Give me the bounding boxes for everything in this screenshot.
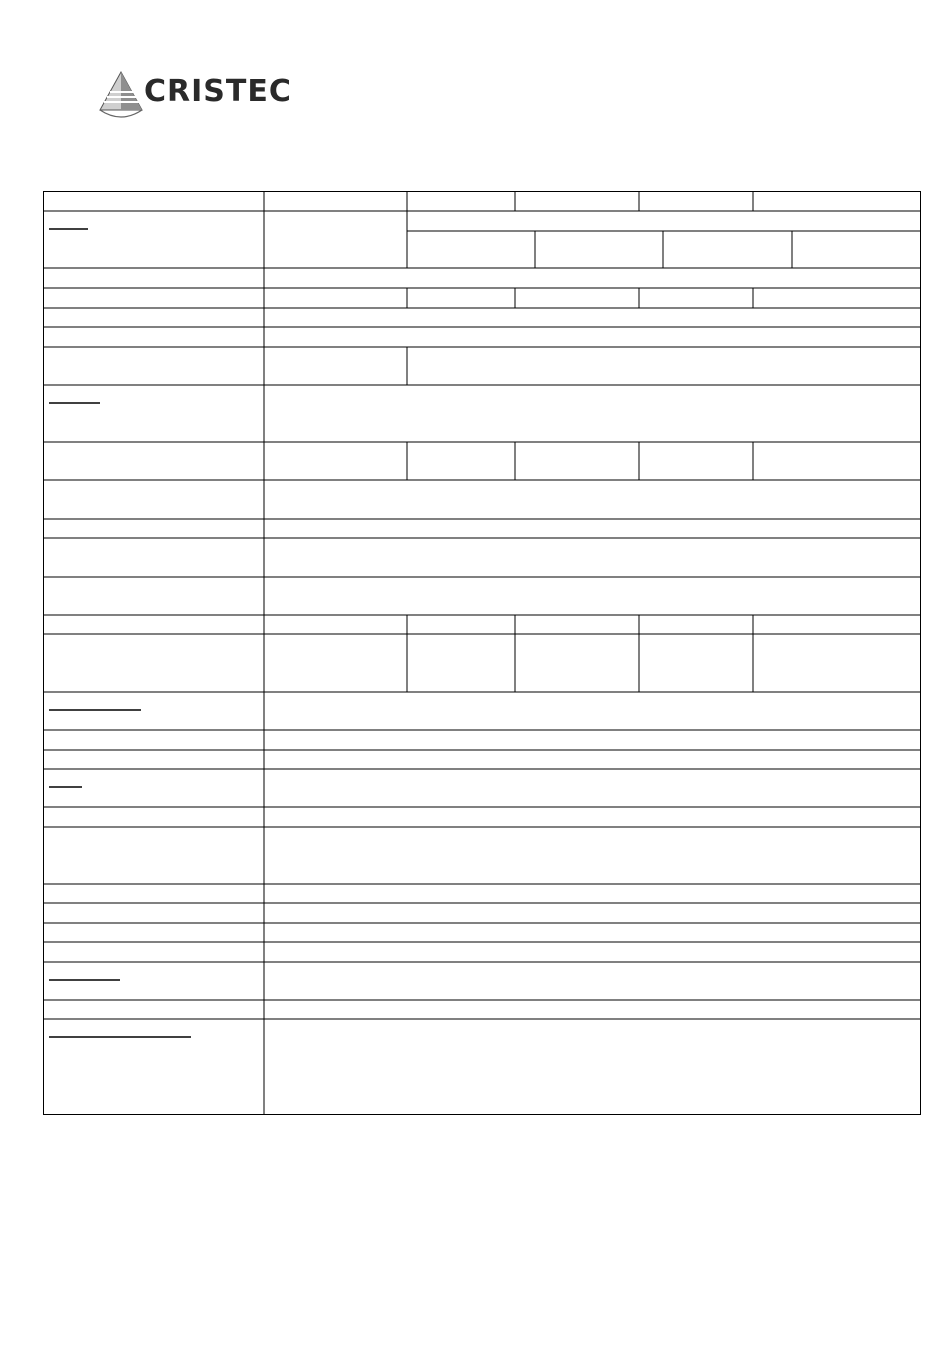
spec-table	[43, 191, 921, 1115]
pyramid-logo-icon	[98, 70, 144, 118]
spec-table-grid	[43, 191, 921, 1115]
logo-wordmark: CRISTEC	[144, 74, 292, 109]
company-logo	[98, 70, 293, 120]
